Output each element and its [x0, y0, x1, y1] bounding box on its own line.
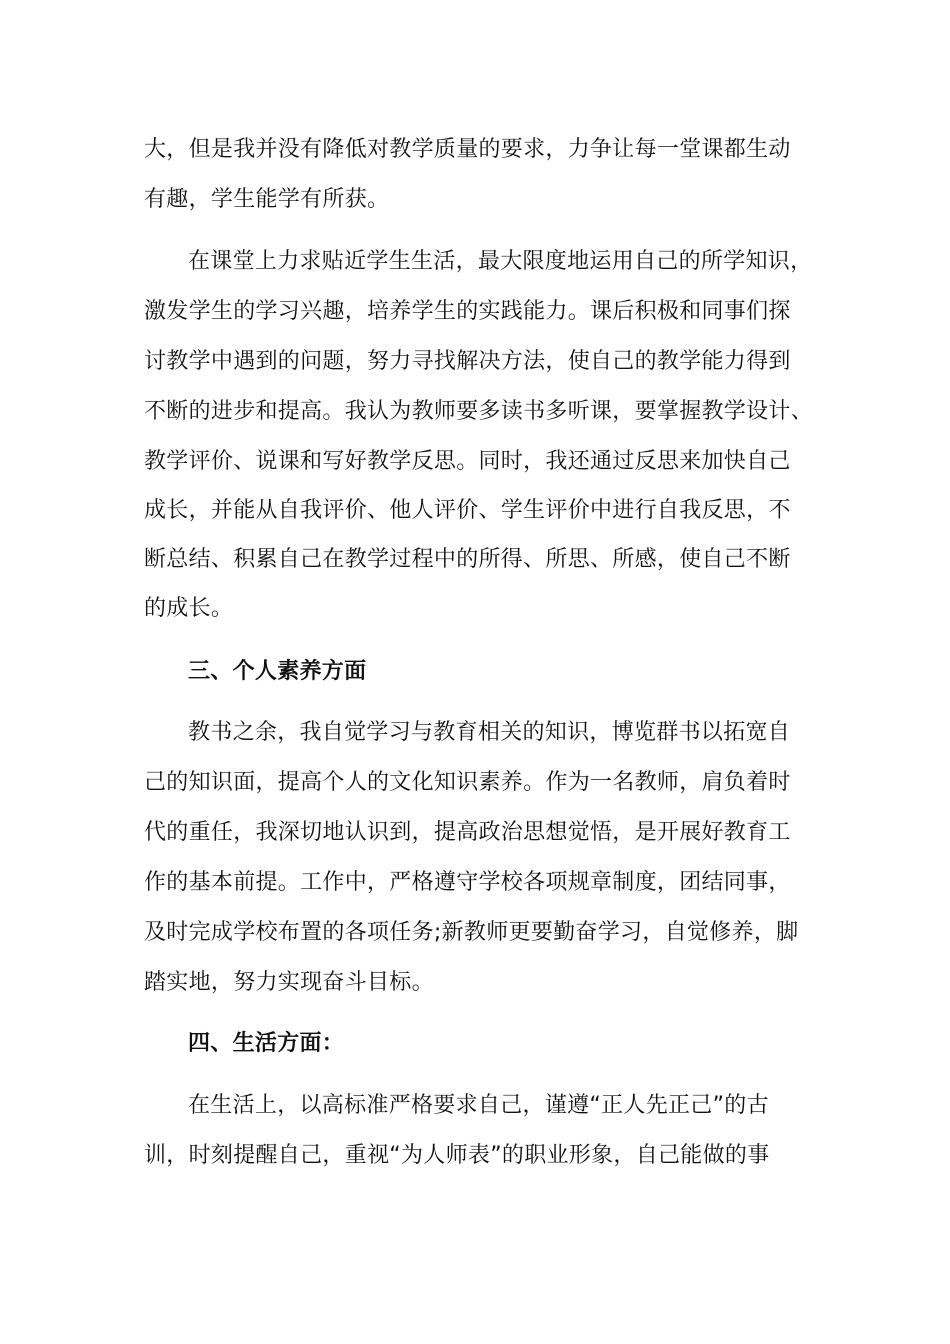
text-line: 代的重任，我深切地认识到，提高政治思想觉悟，是开展好教育工 — [144, 820, 791, 845]
text-line: 己的知识面，提高个人的文化知识素养。作为一名教师，肩负着时 — [144, 770, 791, 795]
text-line: 激发学生的学习兴趣，培养学生的实践能力。课后积极和同事们探 — [144, 299, 791, 324]
text-line: 训，时刻提醒自己，重视“为人师表”的职业形象，自己能做的事 — [144, 1143, 770, 1168]
paragraph-first-line: 在课堂上力求贴近学生生活，最大限度地运用自己的所学知识， — [188, 249, 813, 274]
text-line: 及时完成学校布置的各项任务;新教师更要勤奋学习，自觉修养，脚 — [144, 920, 799, 945]
paragraph-first-line: 教书之余，我自觉学习与教育相关的知识，博览群书以拓宽自 — [188, 720, 791, 745]
text-line: 作的基本前提。工作中，严格遵守学校各项规章制度，团结同事， — [144, 870, 791, 895]
text-line: 的成长。 — [144, 596, 234, 621]
text-line: 踏实地，努力实现奋斗目标。 — [144, 970, 434, 995]
text-line: 成长，并能从自我评价、他人评价、学生评价中进行自我反思，不 — [144, 498, 791, 523]
text-line: 断总结、积累自己在教学过程中的所得、所思、所感，使自己不断 — [144, 547, 791, 572]
section-heading: 三、个人素养方面 — [188, 659, 367, 684]
section-heading: 四、生活方面： — [188, 1031, 345, 1056]
text-line: 教学评价、说课和写好教学反思。同时，我还通过反思来加快自己 — [144, 449, 791, 474]
text-line: 有趣，学生能学有所获。 — [144, 187, 390, 212]
paragraph-first-line: 在生活上，以高标准严格要求自己，谨遵“正人先正己”的古 — [188, 1093, 769, 1118]
text-line: 讨教学中遇到的问题，努力寻找解决方法，使自己的教学能力得到 — [144, 349, 791, 374]
text-line: 不断的进步和提高。我认为教师要多读书多听课，要掌握教学设计、 — [144, 399, 814, 424]
text-line: 大，但是我并没有降低对教学质量的要求，力争让每一堂课都生动 — [144, 137, 791, 162]
